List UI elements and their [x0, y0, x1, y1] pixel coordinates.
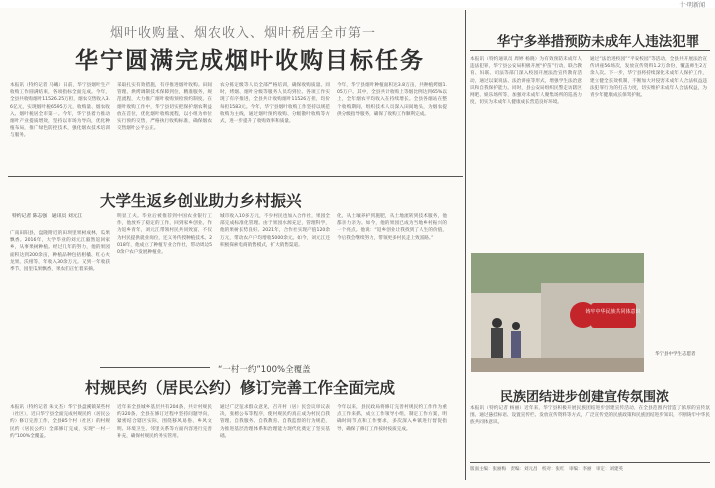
article2-column-2: 明显工夫。毕业后被推荐到中国农业银行工作，他放弃了稳定的工作，回到家乡创业。作为返乡青年，刘元江带领村民共同致富，不仅为村民提供就业岗位，还义务传授种植技术。2018年，他成立了种植专业合作社，带动周边50余户农户发展种植业。	[117, 214, 212, 256]
article2-column-4: 化，从土壤养护到施肥，从土地流转到技术服务，他都亲力亲为。如今，他的果园已成为当地乡村振兴的一个亮点。他说：“返乡创业让我找到了人生的价值，今后我会继续努力，带领更多村民走上致富路。”	[337, 214, 447, 241]
article4-body: 本报讯（特约记者 杨丽）近年来，华宁县积极开展民族团结进步创建宣传活动，在全县范围内营造了浓厚的宣传氛围。通过悬挂标语、设置宣传栏、发放宣传资料等方式，广泛宣传党的民族政策和民族团结进步知识，不断铸牢中华民族共同体意识。	[470, 406, 710, 426]
article4-title: 民族团结进步创建宣传氛围浓	[500, 390, 670, 405]
article2-byline: 特约记者 陈志强 通讯员 刘元江	[12, 214, 83, 219]
divider-right-title	[470, 50, 710, 51]
masthead-strip	[0, 0, 715, 8]
article1-column-3: 农分拣定级等人员全部严格培训，确保收购质量。同时，烤烟、烟叶分级等服务人员均到位。各项工作实现了有序推进，全县共计收购烟叶11526万担，均价每担1583元。今年，华宁县烟叶收购工作坚持以规范收购为主线，通过烟叶预约收购、分级散叶收购等方式，进一步提升了收购效率和质量。	[220, 83, 330, 125]
article1-subtitle: 烟叶收购量、烟农收入、烟叶税居全市第一	[109, 26, 376, 41]
article4-photo	[471, 253, 644, 372]
article3-pullquote: “一村一约”100%全覆盖	[218, 365, 311, 375]
article3-column-1: 本报讯（特约记者 朱文杰）华宁县盘溪镇某些村（社区），近日华宁县全面完成村规民约（居民公约）修订完善工作，全县85个村（社区）的村规民约（居民公约）全部修订完成，实现“一村一约”100%全覆盖。	[10, 405, 110, 439]
photo-banner: 铸牢中华民族共同体意识	[585, 309, 641, 315]
article2-column-3: 城市收入10多万元，不少村民也加入合作社，果园全部完成标准化管理。由于果园水源充足，管理科学，他的果树长势良好。2021年，合作社实现产值120余万元，带动农户户均增收5000余元。如今，刘元江还积极探索电商销售模式，扩大销售渠道。	[220, 214, 330, 248]
right-article-title: 华宁多举措预防未成年人违法犯罪	[496, 34, 700, 50]
divider-footer	[470, 462, 710, 463]
right-article-column-1: 本报讯（特约通讯员 周婷 杨晓）为有效预防未成年人违法犯罪，华宁县公安局积极开展“护苗”行动，联合教育、妇联、司法等部门深入校园开展法治宣传教育活动，通过以案说法、法治讲座等形式，增强学生法治意识和自我保护能力。同时，县公安局组织民警走访辖区网吧、娱乐场所等，加强对未成年人聚集场所的巡查力度，切实为未成年人健康成长营造良好环境。	[470, 57, 582, 106]
article2-title: 大学生返乡创业助力乡村振兴	[100, 192, 302, 210]
article3-column-3: 通过广泛征求群众意见，召开村（居）民会议审议表决，张榜公布等程序，使村规民约真正成为村民自我管理、自我服务、自我教育、自我监督的行为规范，为推进基层治理体系和治理能力现代化奠定了坚实基础。	[220, 405, 330, 439]
pullquote-rule-left	[100, 367, 210, 368]
page-credits: 版面主编：张丽梅 责编：刘元昌 校对：张红 审编：李丽 审定：刘建英	[470, 467, 623, 472]
photo-caption: 华宁县中学生志愿者	[655, 352, 696, 357]
article1-column-4: 今年，华宁县烟叶种植面积达3.8万亩，共种植烤烟1.05万户。其中，全县共计收购上等烟比例达到65%以上，全年烟农平均收入在持续增长。全县各烟站在整个收购期间，组织技术人员深入田间地头，为烟农提供分级指导服务，确保了收购工作顺利完成。	[337, 83, 447, 117]
article2-column-1: 广南田阳县，盘隆附近的田坝里果树成林，瓜果飘香。2016年，大学毕业的刘元江毅然返回家乡，从事果树种植。经过几年的努力，他的果园面积达到200余亩，种植品种包括柑橘、红心火龙果、沃柑等，年收入30余万元。又到一年收获季节，园里瓜果飘香，果农们正忙着采摘。	[10, 231, 110, 273]
photo-illustration	[471, 253, 644, 372]
article1-column-2: 采取扎实有效措施，有序推进烟叶收购。田间管理、烘烤调制技术保障到位，精准服务，规范流程，大力推广烟叶收购预检预约制度。在烟叶收购工作中，华宁县切实把保护烟农利益放在首位，优化烟叶收购流程，以小组为单位实行预约交售，严格执行收购标准，确保烟农交售烟叶公平公正。	[117, 83, 212, 132]
article1-title: 华宁圆满完成烟叶收购目标任务	[75, 48, 425, 74]
article3-column-2: 近年来全县城乡基层共有204条，共计村规民约320条，全县在修订过程中坚持问题导向，紧密结合辖区实际，围绕移风易俗、乡风文明、环境卫生、邻里关系等方面内容进行完善补充，确保村规民约务实管用。	[117, 405, 212, 439]
article1-column-1: 本报讯（特约记者 马曦）日前，华宁县烟叶生产收购工作圆满结束，各项指标全面完成。今年，全县共收购烟叶11526.25万担，烟农交售收入3.6亿元，实现烟叶税6595万元，收购量、烟农收入、烟叶税居全市第一。今年，华宁县着力推动烟叶产业提质增效，坚持以市场为导向，优化种植布局，推广绿色防控技术，强化烟农技术培训与服务。	[10, 83, 110, 139]
column-divider	[465, 10, 466, 480]
divider-article1	[8, 176, 463, 177]
right-article-column-2: 通过“法治进校园”“平安校园”等活动，全县共开展法治宣传讲座56场次，发放宣传资料1.2万余份，覆盖师生2万余人次。下一步，华宁县将持续深化未成年人保护工作，建立健全长效机制，不断加大对侵害未成年人合法权益违法犯罪行为的打击力度，切实维护未成年人合法权益，为青少年健康成长保驾护航。	[590, 57, 707, 99]
section-label: 十·明新闻	[679, 2, 705, 9]
article3-title: 村规民约（居民公约）修订完善工作全面完成	[85, 379, 396, 397]
article3-column-4: 今年以来，县民政局将修订完善村规民约工作作为重点工作来抓，成立工作领导小组，制定工作方案，明确时间节点和工作要求，多次深入乡镇进行督促指导，确保了修订工作按时按质完成。	[337, 405, 447, 432]
